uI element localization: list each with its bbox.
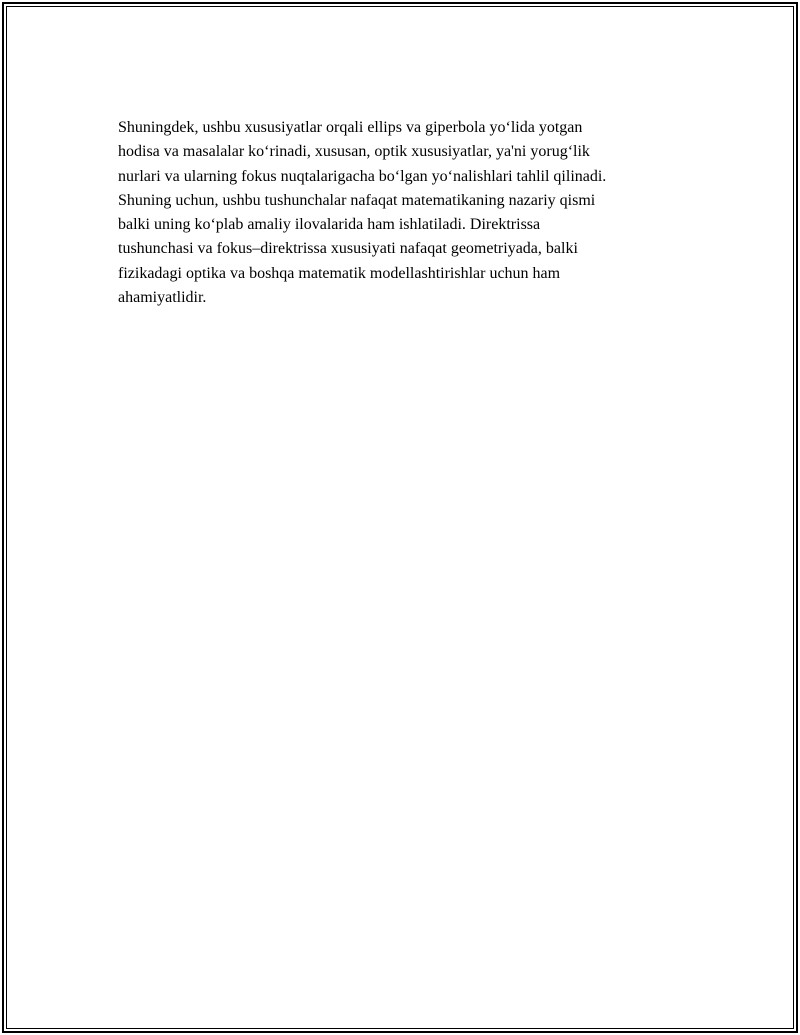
- paragraph-line: balki uning ko‘plab amaliy ilovalarida ham ishlatiladi. Direktrissa: [118, 216, 541, 234]
- paragraph-line: nurlari va ularning fokus nuqtalarigacha bo‘lgan yo‘nalishlari tahlil qilinadi.: [118, 167, 607, 185]
- body-paragraph: [118, 116, 698, 310]
- paragraph-line: tushunchasi va fokus–direktrissa xususiyati nafaqat geometriyada, balki: [118, 240, 578, 258]
- paragraph-line: ahamiyatlidir.: [118, 289, 207, 307]
- paragraph-line: Shuningdek, ushbu xususiyatlar orqali ellips va giperbola yo‘lida yotgan: [118, 119, 583, 136]
- paragraph-line: Shuning uchun, ushbu tushunchalar nafaqat matematikaning nazariy qismi: [118, 191, 596, 209]
- paragraph-line: fizikadagi optika va boshqa matematik modellashtirishlar uchun ham: [118, 264, 561, 282]
- paragraph-line: hodisa va masalalar ko‘rinadi, xususan, optik xususiyatlar, ya'ni yorug‘lik: [118, 143, 590, 161]
